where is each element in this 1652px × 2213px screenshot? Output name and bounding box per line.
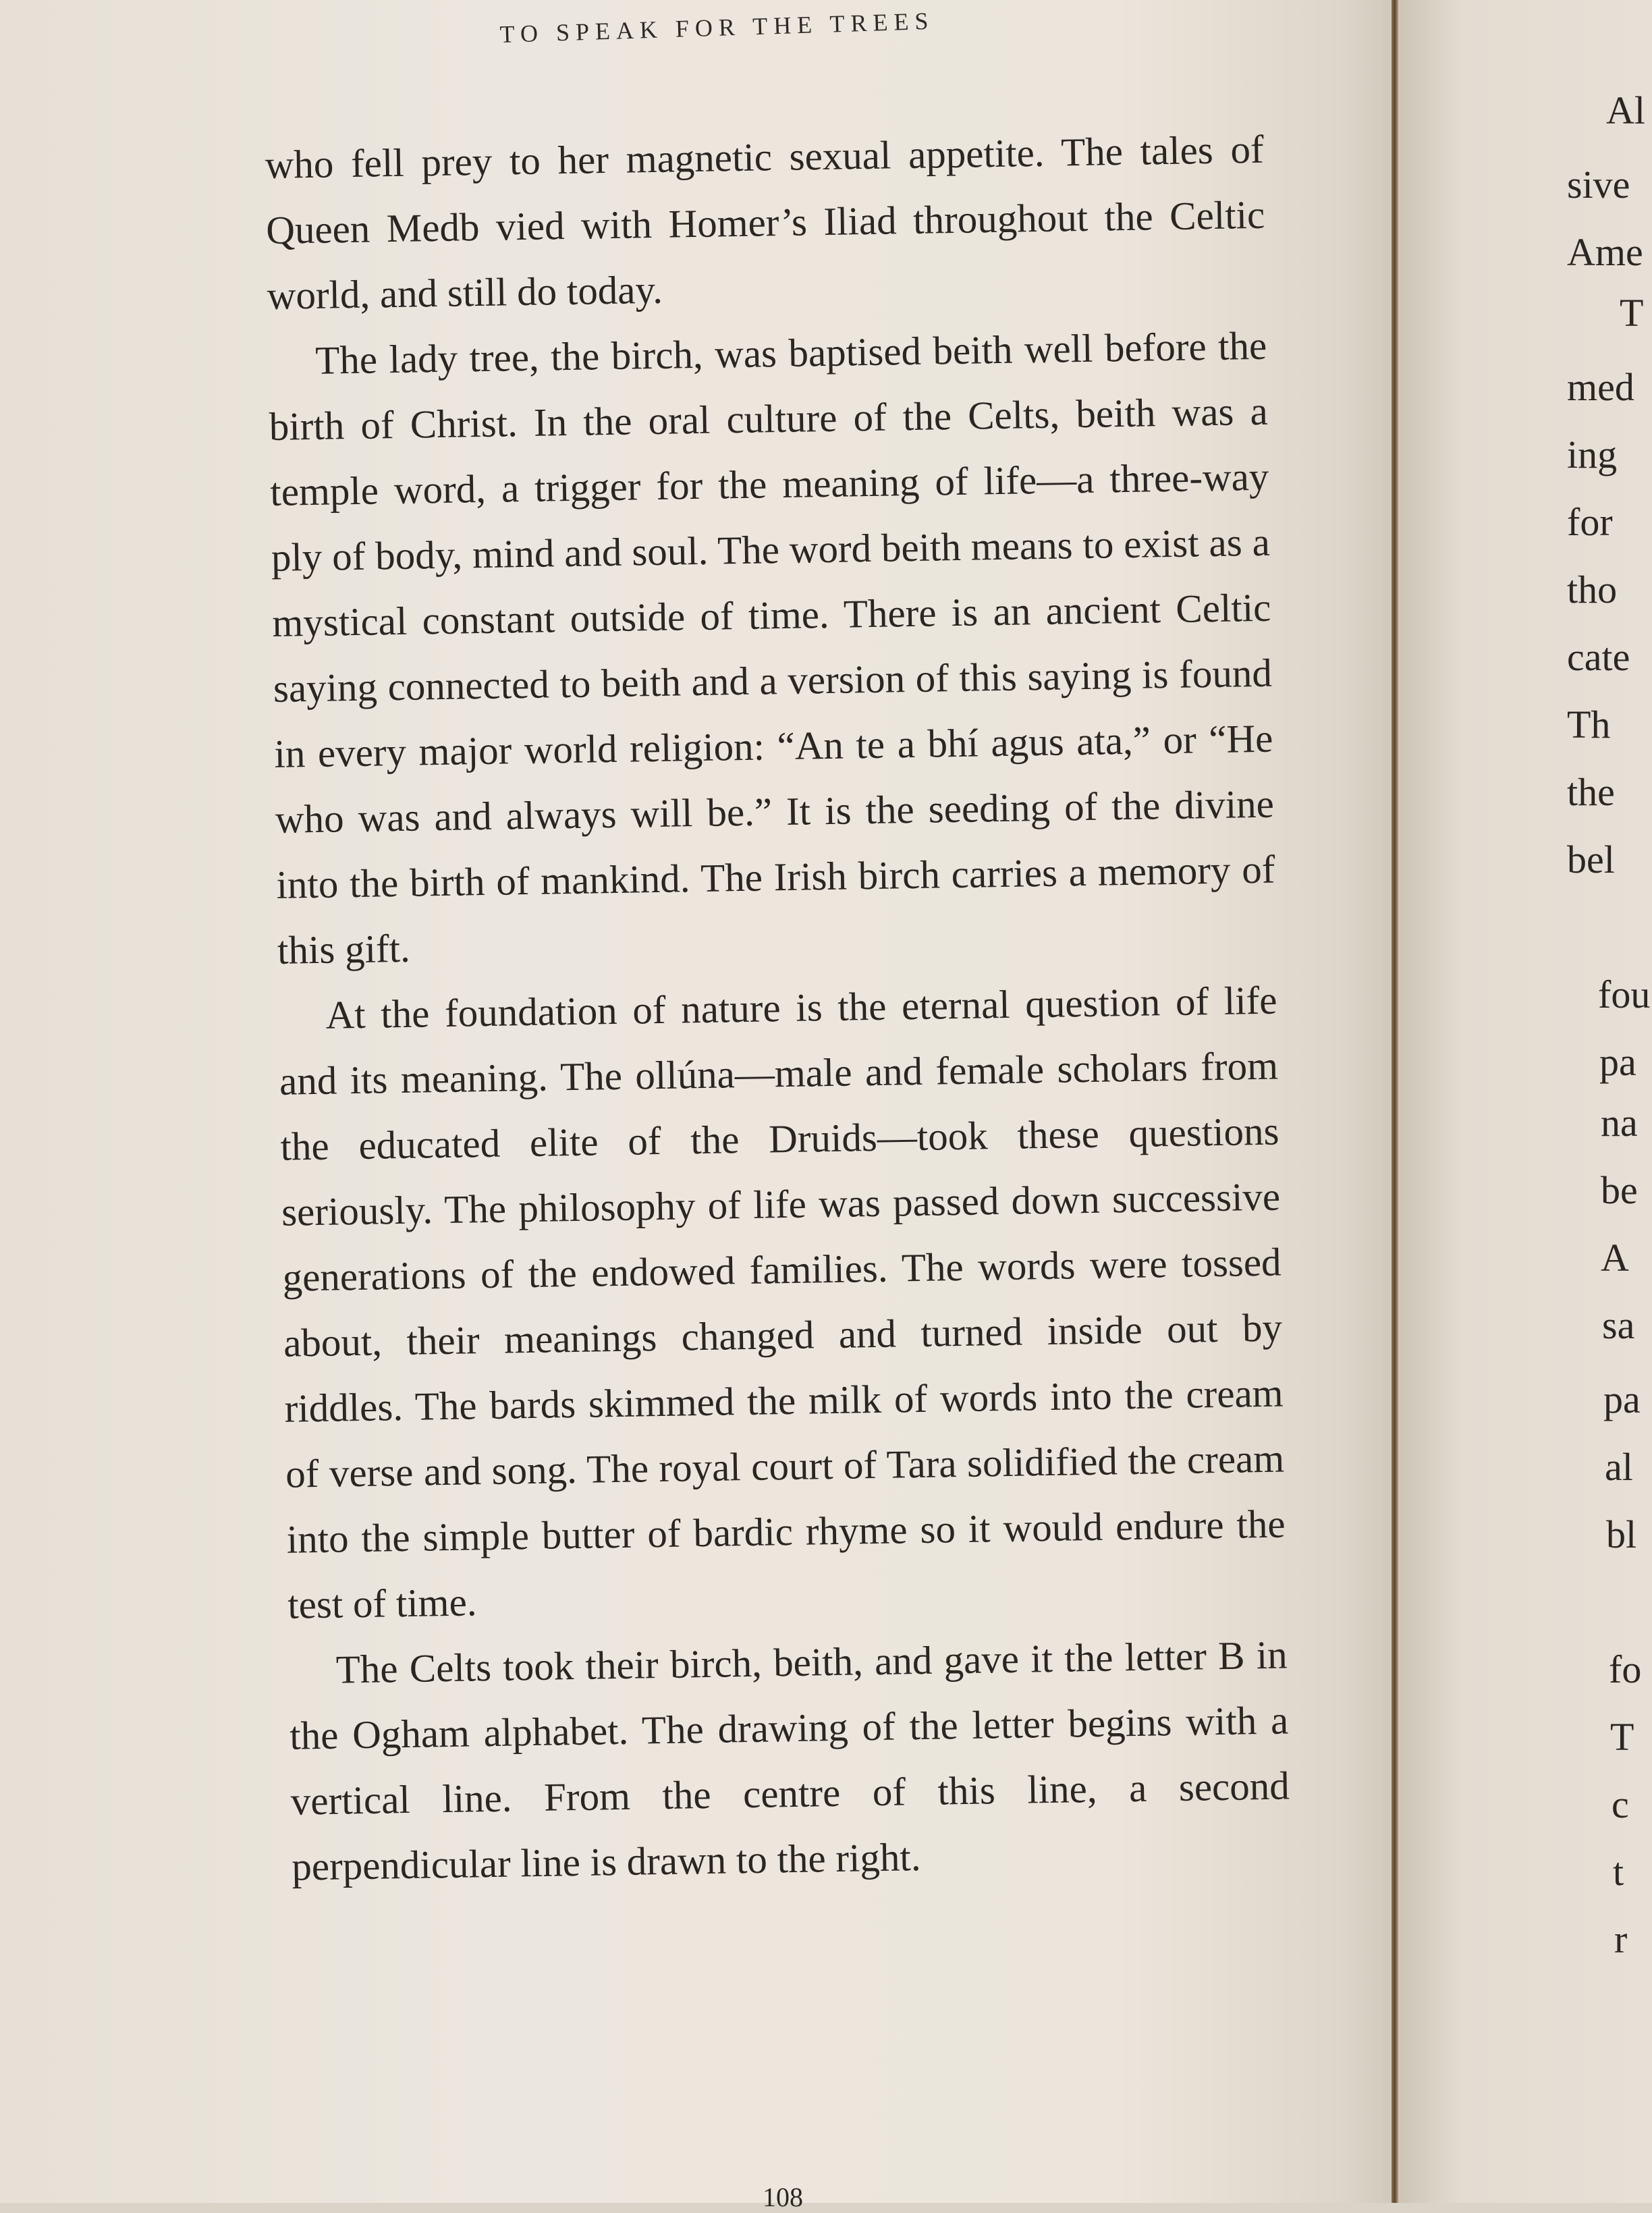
right-fragment: pa — [1603, 1377, 1641, 1421]
right-fragment: A — [1601, 1236, 1629, 1280]
right-fragment: sa — [1602, 1303, 1635, 1347]
paragraph-1: who fell prey to her magnetic sexual appetite. The tales of Queen Medb vied with Homer’s Iliad throughout the Celtic world, and still do today. — [265, 126, 1265, 318]
right-fragment: bl — [1606, 1512, 1637, 1556]
right-fragment: Al — [1606, 88, 1645, 132]
right-fragment: T — [1610, 1715, 1634, 1759]
right-fragment: T — [1620, 291, 1644, 335]
right-fragment: fou — [1598, 973, 1651, 1016]
right-fragment: c — [1612, 1782, 1629, 1826]
right-fragment: r — [1614, 1917, 1628, 1961]
right-fragment: al — [1605, 1445, 1633, 1489]
right-fragment: Ame — [1567, 230, 1643, 274]
paragraph-2: The lady tree, the birch, was baptised beith well before the birth of Christ. In the oral culture of the Celts, beith was a temple word, a trigger for the meaning of life—a three-way ply of body, mind and soul. The word beith means to exist as a mystical constant outside of time. There is an ancient Celtic saying connected to beith and a version of this saying is found in every major world religion: “An te a bhí agus ata,” or “He who was and always will be.” It is the seeding of the divine into the birth of mankind. The Irish birch carries a memory of this gift. — [269, 323, 1275, 973]
right-fragment: bel — [1567, 838, 1615, 881]
right-fragment: cate — [1567, 635, 1630, 679]
page-number: 108 — [763, 2182, 803, 2212]
right-fragment: fo — [1609, 1647, 1642, 1691]
body-text — [265, 117, 1291, 1900]
right-fragment: Th — [1567, 703, 1611, 746]
paragraph-3: At the foundation of nature is the eternal question of life and its meaning. The ollúna—male and female scholars from the educated elite of the Druids—took these questions seriously. The philosophy of life was passed down successive generations of the endowed families. The words were tossed about, their meanings changed and turned inside out by riddles. The bards skimmed the milk of words into the cream of verse and song. The royal court of Tara solidified the cream into the simple butter of bardic rhyme so it would endure the test of time. — [279, 977, 1286, 1627]
right-fragment: for — [1567, 500, 1613, 544]
right-fragment: sive — [1567, 163, 1630, 207]
right-fragment: the — [1567, 770, 1615, 814]
right-fragment: ing — [1567, 433, 1618, 476]
right-fragment: be — [1601, 1168, 1638, 1212]
paragraph-4: The Celts took their birch, beith, and gave it the letter B in the Ogham alphabet. The drawing of the letter begins with a vertical line. From the centre of this line, a second perpendicular line is drawn to the right. — [289, 1632, 1290, 1889]
right-fragment: med — [1567, 365, 1634, 409]
right-fragment: tho — [1567, 568, 1618, 611]
book-gutter — [1392, 0, 1398, 2203]
right-fragment: t — [1613, 1850, 1624, 1894]
running-head: TO SPEAK FOR THE TREES — [499, 7, 935, 48]
right-fragment: pa — [1599, 1040, 1636, 1084]
right-fragment: na — [1601, 1101, 1638, 1145]
